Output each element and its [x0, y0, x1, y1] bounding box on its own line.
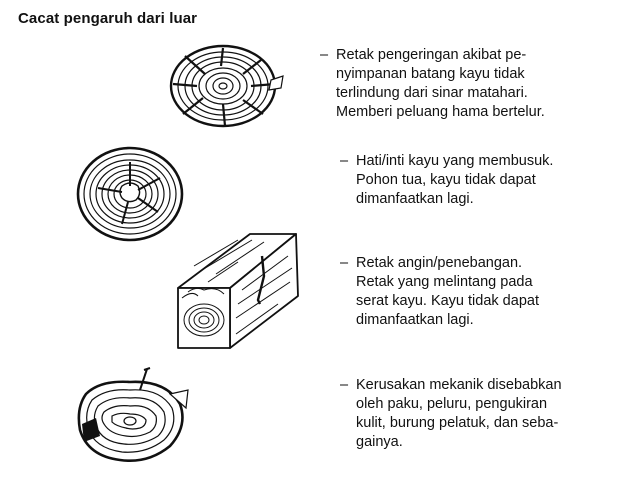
description-line: Kerusakan mekanik disebabkan [356, 377, 562, 393]
description-line: Pohon tua, kayu tidak dapat [356, 172, 536, 188]
dash-bullet: – [320, 47, 329, 63]
description-rotten-heart [340, 152, 554, 209]
description-wind-crack [340, 254, 539, 330]
description-line: Retak yang melintang pada [356, 274, 533, 290]
description-line: terlindung dari sinar matahari. [336, 85, 528, 101]
log-nail-damage-illustration [70, 364, 190, 470]
beam-wind-crack-illustration [168, 226, 303, 354]
description-line: Retak pengeringan akibat pe- [336, 47, 527, 63]
page-title: Cacat pengaruh dari luar [18, 10, 198, 27]
dash-bullet: – [340, 153, 349, 169]
description-line: serat kayu. Kayu tidak dapat [356, 293, 539, 309]
description-mechanical-damage [340, 376, 562, 452]
dash-bullet: – [340, 377, 349, 393]
description-line: dimanfaatkan lagi. [356, 312, 474, 328]
description-line: oleh paku, peluru, pengukiran [356, 396, 548, 412]
description-line: gainya. [356, 434, 403, 450]
description-drying-cracks [320, 46, 545, 122]
description-line: nyimpanan batang kayu tidak [336, 66, 525, 82]
description-line: dimanfaatkan lagi. [356, 191, 474, 207]
description-line: Memberi peluang hama bertelur. [336, 104, 545, 120]
log-drying-cracks-illustration [165, 40, 285, 130]
description-line: kulit, burung pelatuk, dan seba- [356, 415, 559, 431]
description-line: Hati/inti kayu yang membusuk. [356, 153, 554, 169]
dash-bullet: – [340, 255, 349, 271]
description-line: Retak angin/penebangan. [356, 255, 523, 271]
